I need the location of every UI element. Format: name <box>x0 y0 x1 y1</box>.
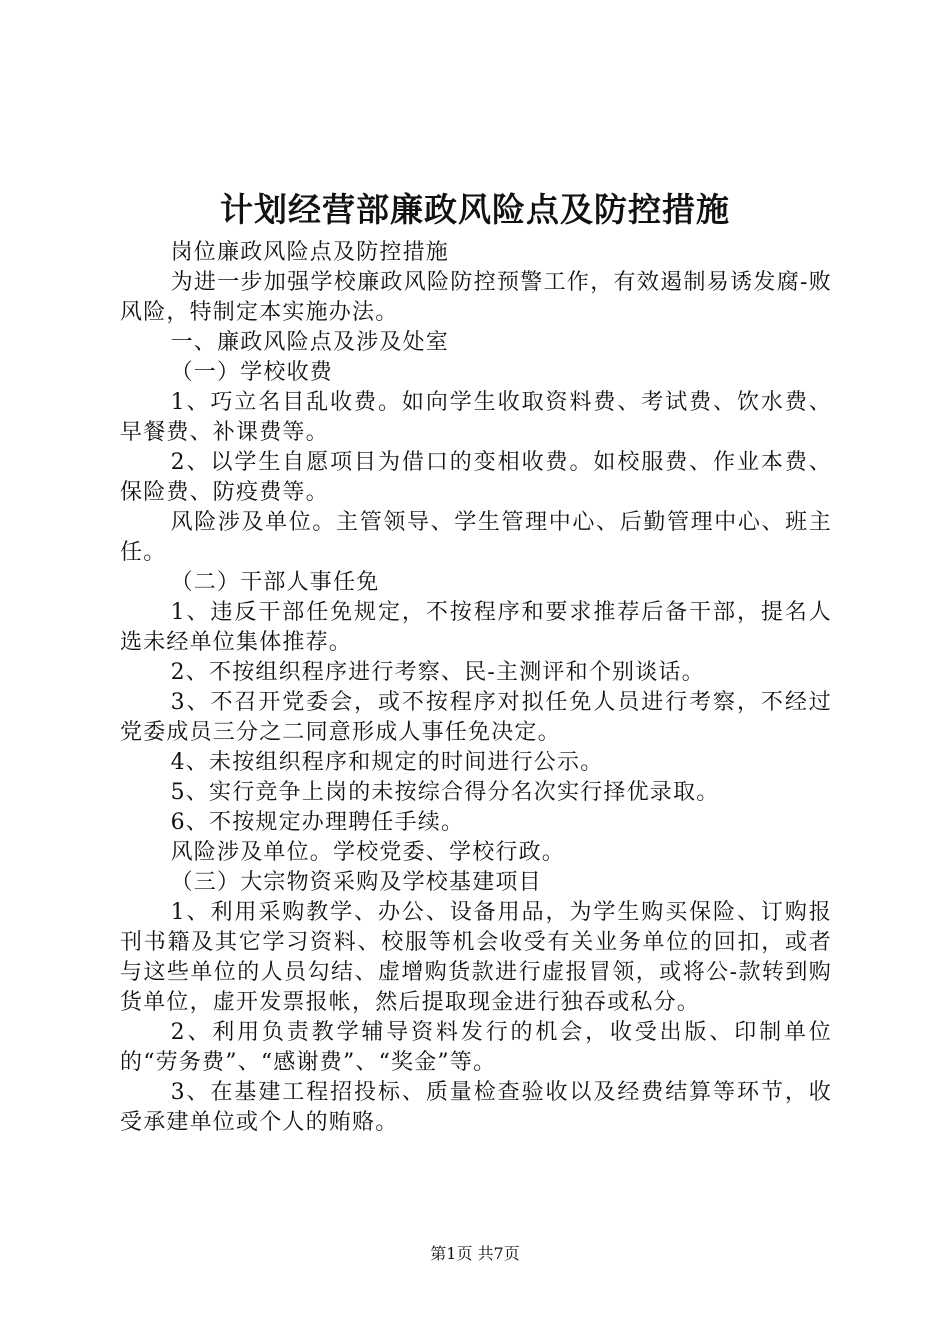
section-heading: 一、廉政风险点及涉及处室 <box>170 330 449 355</box>
paragraph: 2、不按组织程序进行考察、民-主测评和个别谈话。 <box>170 660 705 685</box>
paragraph: 1、巧立名目乱收费。如向学生收取资料费、考试费、饮水费、早餐费、补课费等。 <box>120 390 832 445</box>
paragraph: 风险涉及单位。主管领导、学生管理中心、后勤管理中心、班主任。 <box>120 510 832 565</box>
document-body <box>120 238 832 1138</box>
paragraph: 1、违反干部任免规定，不按程序和要求推荐后备干部，提名人选未经单位集体推荐。 <box>120 600 832 655</box>
subsection-heading: （三）大宗物资采购及学校基建项目 <box>170 870 542 895</box>
page-footer: 第1页 共7页 <box>430 1244 520 1263</box>
paragraph: 风险涉及单位。学校党委、学校行政。 <box>170 840 565 865</box>
subsection-heading: （一）学校收费 <box>170 360 333 385</box>
paragraph: 2、利用负责教学辅导资料发行的机会，收受出版、印制单位的“劳务费”、“感谢费”、“奖金”等。 <box>120 1020 832 1075</box>
paragraph: 2、以学生自愿项目为借口的变相收费。如校服费、作业本费、保险费、防疫费等。 <box>120 450 832 505</box>
paragraph: 3、不召开党委会，或不按程序对拟任免人员进行考察，不经过党委成员三分之二同意形成人事任免决定。 <box>120 690 832 745</box>
paragraph: 3、在基建工程招投标、质量检查验收以及经费结算等环节，收受承建单位或个人的贿赂。 <box>120 1080 832 1135</box>
paragraph: 为进一步加强学校廉政风险防控预警工作，有效遏制易诱发腐-败风险，特制定本实施办法。 <box>120 270 832 325</box>
paragraph: 5、实行竞争上岗的未按综合得分名次实行择优录取。 <box>170 780 720 805</box>
subsection-heading: （二）干部人事任免 <box>170 570 380 595</box>
paragraph: 岗位廉政风险点及防控措施 <box>170 240 449 265</box>
paragraph: 1、利用采购教学、办公、设备用品，为学生购买保险、订购报刊书籍及其它学习资料、校服等机会收受有关业务单位的回扣，或者与这些单位的人员勾结、虚增购货款进行虚报冒领，或将公-款转到购货单位，虚开发票报帐，然后提取现金进行独吞或私分。 <box>120 900 832 1015</box>
document-title: 计划经营部廉政风险点及防控措施 <box>220 190 730 229</box>
paragraph: 4、未按组织程序和规定的时间进行公示。 <box>170 750 604 775</box>
paragraph: 6、不按规定办理聘任手续。 <box>170 810 465 835</box>
